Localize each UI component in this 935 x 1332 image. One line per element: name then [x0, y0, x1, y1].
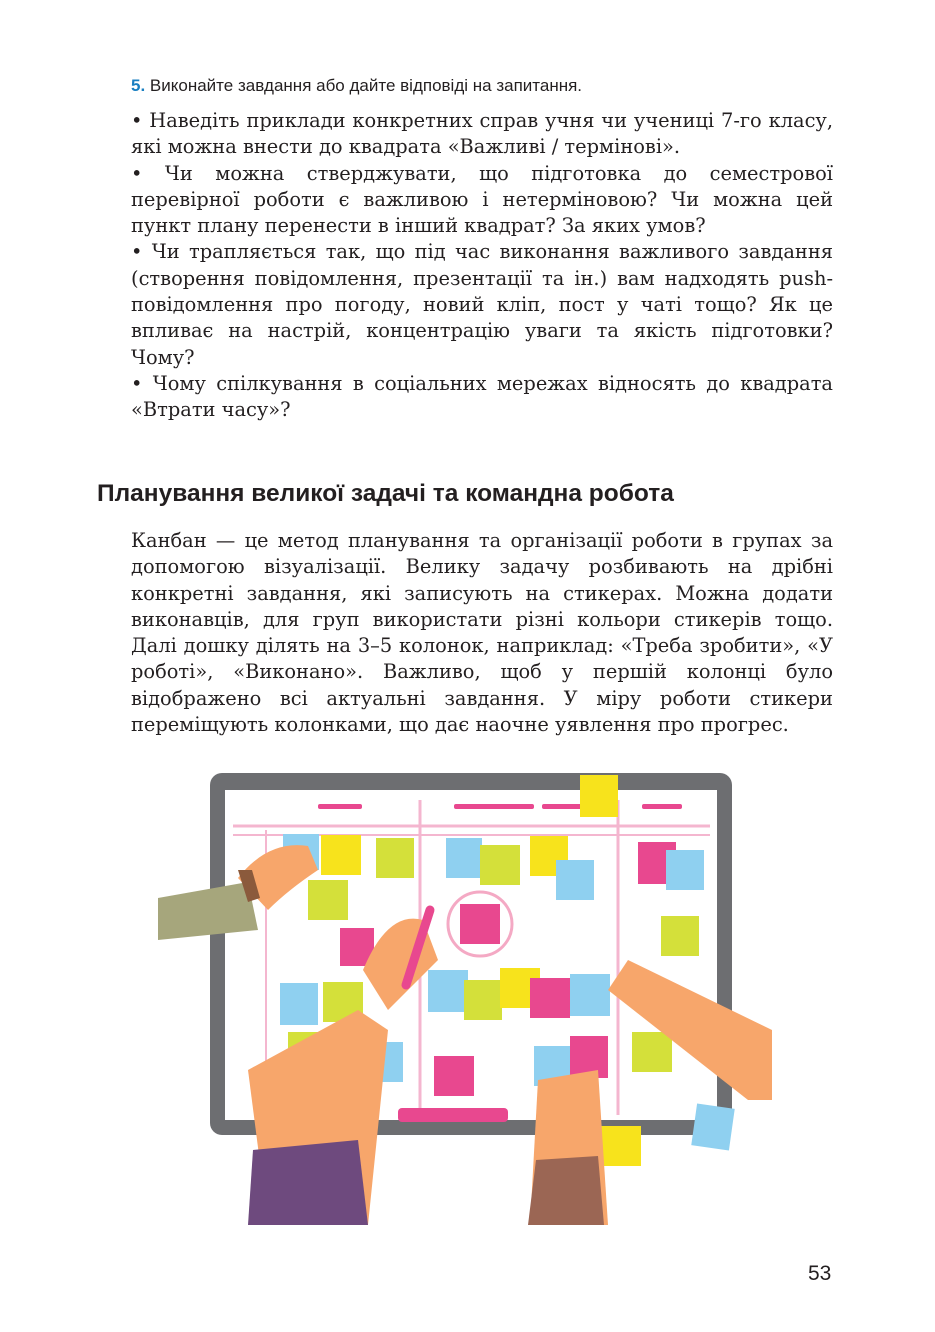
- task-text: Виконайте завдання або дайте відповіді на запитання.: [149, 76, 583, 95]
- sleeve: [248, 1140, 368, 1225]
- column-header-bar: [454, 804, 534, 809]
- sleeve: [528, 1156, 604, 1225]
- section-paragraph: [131, 528, 833, 738]
- kanban-board-illustration: [158, 770, 772, 1225]
- question-item: • Наведіть приклади конкретних справ учня чи учениці 7-го класу, які можна внести до квадрата «Важливі / термінові».: [131, 109, 833, 159]
- question-list: [131, 108, 833, 424]
- column-header-bar: [642, 804, 682, 809]
- task-number: 5.: [131, 76, 146, 95]
- question-item: • Чи трапляється так, що під час виконання важливого завдання (створення повідомлення, презентації та ін.) вам надходять push-повідомлення про погоду, новий кліп, пост у чаті тощо? Як це впливає на настрій, концентрацію уваги та якість підготовки? Чому?: [131, 240, 833, 369]
- page-number: 53: [808, 1262, 832, 1285]
- question-item: • Чому спілкування в соціальних мережах відносять до квадрата «Втрати часу»?: [131, 371, 833, 422]
- column-header-bar: [318, 804, 362, 809]
- marker-tray: [398, 1108, 508, 1122]
- paragraph-text: Канбан — це метод планування та організації роботи в групах за допомогою візуалізації. Велику задачу розбивають на дрібні конкретні завдання, які записують на стикерах. Можна додати виконавців, для груп використати різні кольори стикерів тощо. Далі дошку ділять на 3–5 колонок, наприклад: «Треба зробити», «У роботі», «Виконано». Важливо, щоб у першій колонці було відображено всі актуальні завдання. У міру роботи стикери переміщують колонками, що дає наочне уявлення про прогрес.: [131, 529, 833, 737]
- section-title: Планування великої задачі та командна робота: [97, 480, 674, 507]
- sleeve: [158, 882, 258, 940]
- question-item: • Чи можна стверджувати, що підготовка до семестрової перевірної роботи є важливою і нетерміновою? Чи можна цей пункт плану перенести в інший квадрат? За яких умов?: [131, 161, 833, 238]
- column-header-bar: [542, 804, 586, 809]
- task-heading: [131, 76, 582, 96]
